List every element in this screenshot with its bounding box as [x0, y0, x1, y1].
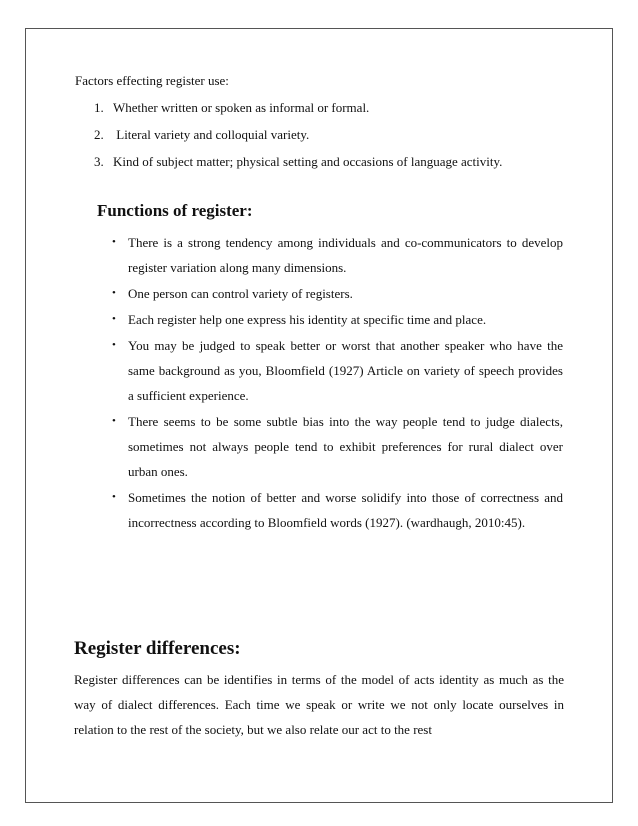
list-text: One person can control variety of registers.: [128, 286, 353, 301]
list-text: There seems to be some subtle bias into the way people tend to judge dialects, sometimes not always people tend to exhibit preferences for rural dialect over urban ones.: [128, 414, 563, 479]
list-item: [112, 230, 563, 280]
bullet-icon: •: [112, 236, 116, 248]
list-item: [112, 485, 563, 535]
list-text: Literal variety and colloquial variety.: [113, 127, 310, 142]
bullet-icon: •: [112, 415, 116, 427]
list-text: Whether written or spoken as informal or formal.: [113, 100, 370, 115]
list-item: [112, 333, 563, 408]
list-item: [94, 127, 502, 154]
list-number: 3.: [94, 154, 104, 169]
bullet-icon: •: [112, 339, 116, 351]
register-paragraph: Register differences can be identifies in terms of the model of acts identity as much as the way of dialect differences. Each time we speak or write we not only locate ourselves in relation to the rest of the society, but we also relate our act to the rest: [74, 672, 564, 737]
list-text: There is a strong tendency among individuals and co-communicators to develop register variation along many dimensions.: [128, 235, 563, 275]
bullet-icon: •: [112, 491, 116, 503]
factors-list: [94, 100, 502, 181]
list-number: 2.: [94, 127, 104, 142]
list-item: [94, 154, 502, 181]
list-text: Each register help one express his identity at specific time and place.: [128, 312, 487, 327]
intro-line: Factors effecting register use:: [75, 73, 229, 88]
list-text: Sometimes the notion of better and worse solidify into those of correctness and incorrectness according to Bloomfield words (1927). (wardhaugh, 2010:45).: [128, 490, 563, 530]
functions-list: [112, 230, 563, 535]
list-text: Kind of subject matter; physical setting and occasions of language activity.: [113, 154, 503, 169]
functions-heading: Functions of register:: [97, 201, 253, 220]
list-item: [112, 281, 563, 306]
bullet-icon: •: [112, 313, 116, 325]
register-heading: Register differences:: [74, 638, 241, 659]
list-item: [94, 100, 502, 127]
bullet-icon: •: [112, 287, 116, 299]
list-number: 1.: [94, 100, 104, 115]
list-text: You may be judged to speak better or worst that another speaker who have the same background as you, Bloomfield (1927) Article on variety of speech provides a sufficient experience.: [128, 338, 563, 403]
list-item: [112, 409, 563, 484]
list-item: [112, 307, 563, 332]
